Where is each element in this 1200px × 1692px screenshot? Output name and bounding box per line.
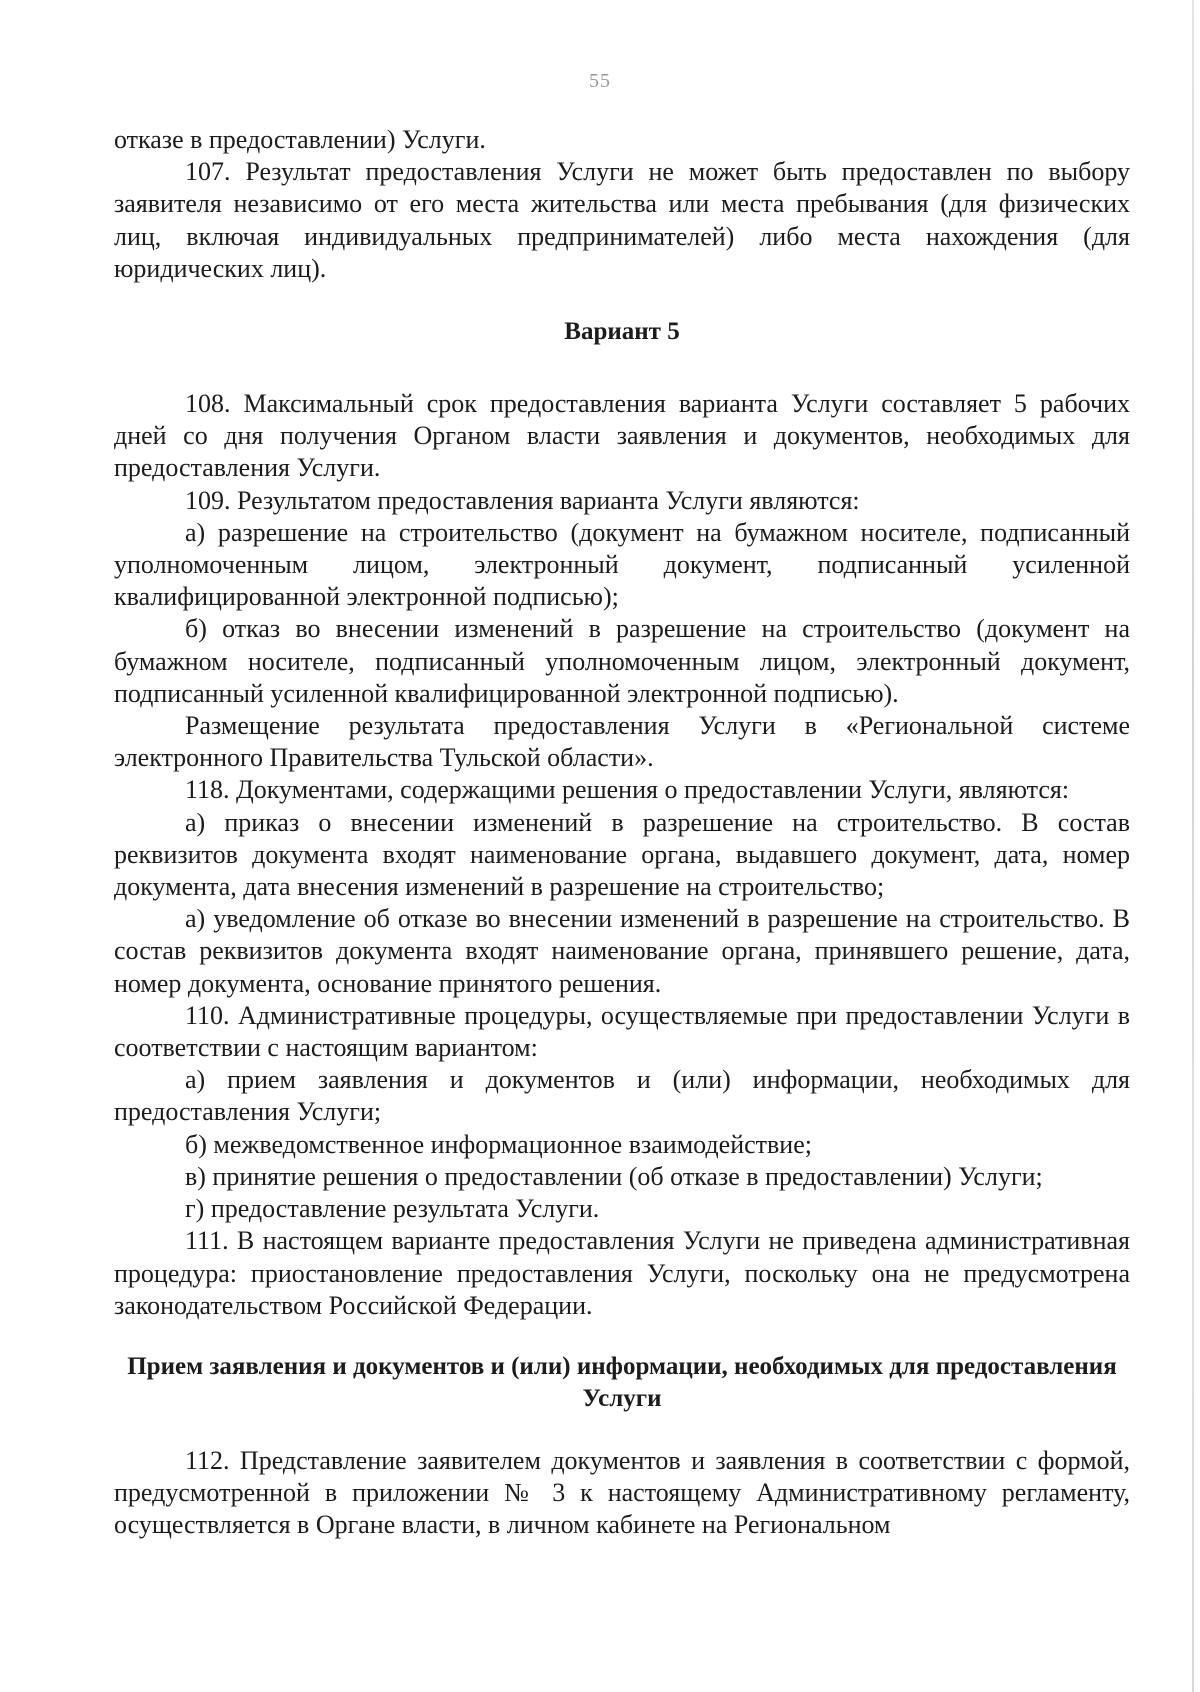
paragraph-110: 110. Административные процедуры, осуществляемые при предоставлении Услуги в соответствии с настоящим вариантом:: [114, 1000, 1130, 1063]
scan-edge: [1192, 0, 1194, 1692]
page-number: 55: [589, 70, 611, 92]
paragraph-continuation: отказе в предоставлении) Услуги.: [114, 125, 486, 154]
list-item-110-b: б) межведомственное информационное взаимодействие;: [185, 1129, 812, 1159]
list-item-109-b: б) отказ во внесении изменений в разрешение на строительство (документ на бумажном носителе, подписанный уполномоченным лицом, электронный документ, подписанный усиленной квалифицированной электронной подписью).: [114, 614, 1130, 708]
section-heading-application-intake: Прием заявления и документов и (или) информации, необходимых для предоставления Услуги: [127, 1352, 1117, 1412]
list-item-118-a-order: а) приказ о внесении изменений в разрешение на строительство. В состав реквизитов документа входят наименование органа, выдавшего документ, дата, номер документа, дата внесения изменений в разрешение на строительство;: [114, 807, 1130, 902]
paragraph-109: 109. Результатом предоставления варианта Услуги являются:: [185, 485, 860, 515]
list-item-109-a: а) разрешение на строительство (документ на бумажном носителе, подписанный уполномоченным лицом, электронный документ, подписанный усиленной квалифицированной электронной подписью);: [114, 517, 1130, 612]
paragraph-112: 112. Представление заявителем документов и заявления в соответствии с формой, предусмотренной в приложении № 3 к настоящему Административному регламенту, осуществляется в Органе власти, в личном кабинете на Региональном: [114, 1445, 1130, 1540]
paragraph-111: 111. В настоящем варианте предоставления Услуги не приведена административная процедура: приостановление предоставления Услуги, поскольку она не предусмотрена законодательством Российской Федерации.: [114, 1226, 1130, 1320]
list-item-110-c: в) принятие решения о предоставлении (об отказе в предоставлении) Услуги;: [185, 1161, 1043, 1191]
list-item-110-d: г) предоставление результата Услуги.: [185, 1194, 600, 1224]
list-item-110-a: а) прием заявления и документов и (или) информации, необходимых для предоставления Услуги;: [114, 1065, 1130, 1127]
paragraph-result-placement: Размещение результата предоставления Услуги в «Региональной системе электронного Правительства Тульской области».: [114, 711, 1130, 773]
section-heading-variant-5: Вариант 5: [564, 318, 680, 346]
list-item-118-a-notice: а) уведомление об отказе во внесении изменений в разрешение на строительство. В состав реквизитов документа входят наименование органа, принявшего решение, дата, номер документа, основание принятого решения.: [114, 904, 1130, 998]
paragraph-107: 107. Результат предоставления Услуги не может быть предоставлен по выбору заявителя независимо от его места жительства или места пребывания (для физических лиц, включая индивидуальных предпринимателей) либо места нахождения (для юридических лиц).: [114, 157, 1130, 283]
document-body: [114, 124, 1130, 1542]
paragraph-118: 118. Документами, содержащими решения о предоставлении Услуги, являются:: [185, 775, 1070, 805]
paragraph-108: 108. Максимальный срок предоставления варианта Услуги составляет 5 рабочих дней со дня получения Органом власти заявления и документов, необходимых для предоставления Услуги.: [114, 389, 1130, 483]
